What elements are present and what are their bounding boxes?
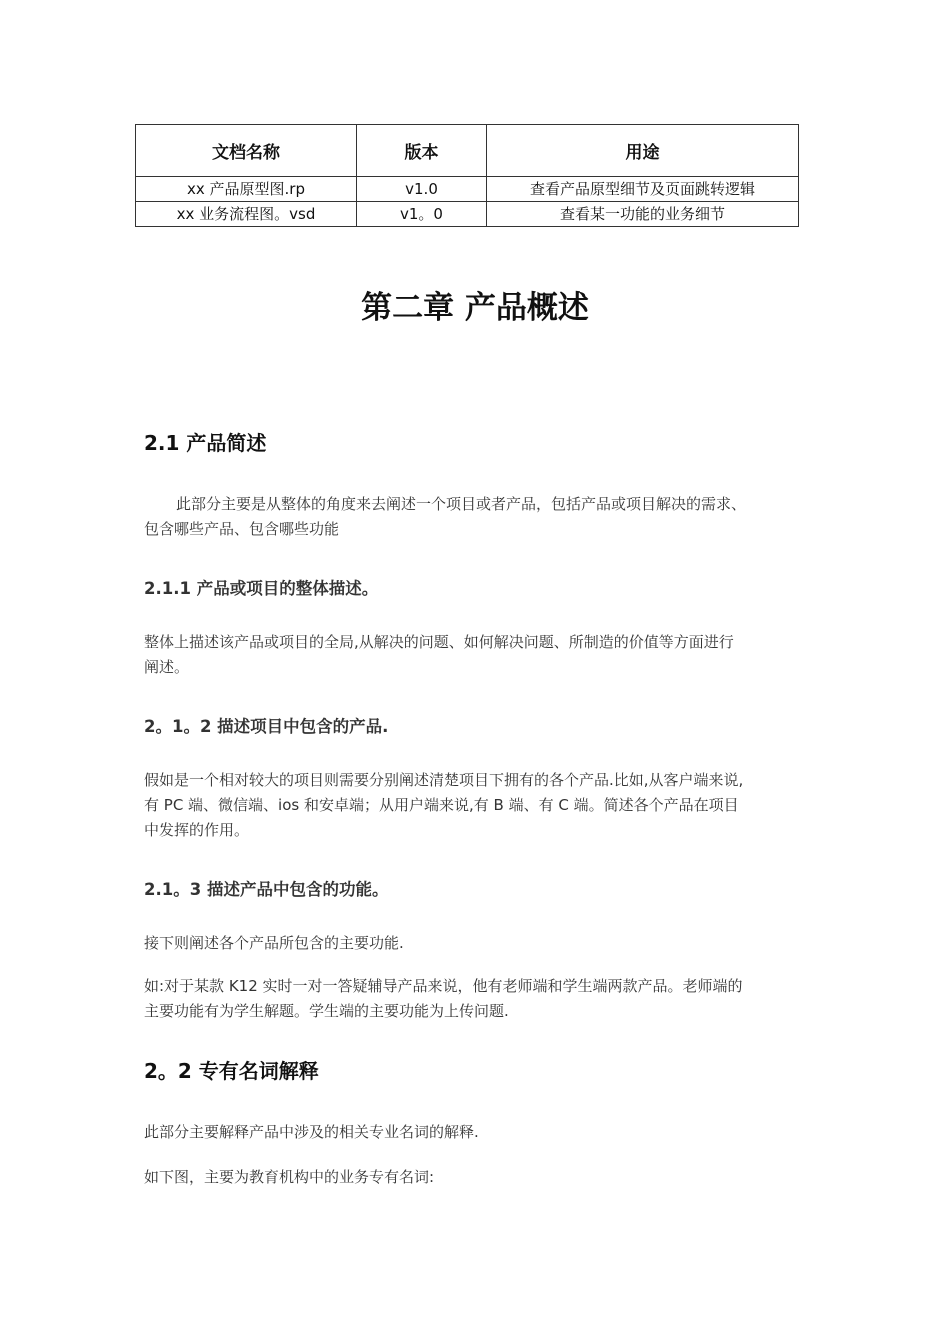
cell-purpose: 查看产品原型细节及页面跳转逻辑 xyxy=(487,177,799,202)
table-row xyxy=(136,202,799,227)
header-doc-name: 文档名称 xyxy=(136,125,357,177)
chapter-title: 第二章 产品概述 xyxy=(361,290,589,326)
document-list-table xyxy=(135,124,799,227)
section-heading-2-1-2: 2。1。2 描述项目中包含的产品. xyxy=(144,717,389,736)
header-purpose: 用途 xyxy=(487,125,799,177)
section-2-1-3-body-2: 如:对于某款 K12 实时一对一答疑辅导产品来说，他有老师端和学生端两款产品。老师端的 主要功能有为学生解题。学生端的主要功能为上传问题. xyxy=(144,977,743,1020)
cell-doc-name: xx 产品原型图.rp xyxy=(136,177,357,202)
section-heading-2-2: 2。2 专有名词解释 xyxy=(144,1059,319,1083)
section-2-1-3-body-1: 接下则阐述各个产品所包含的主要功能. xyxy=(144,934,404,952)
table-row xyxy=(136,177,799,202)
cell-doc-name: xx 业务流程图。vsd xyxy=(136,202,357,227)
header-version: 版本 xyxy=(357,125,487,177)
section-2-2-body-2: 如下图，主要为教育机构中的业务专有名词: xyxy=(144,1168,435,1186)
section-heading-2-1-1: 2.1.1 产品或项目的整体描述。 xyxy=(144,579,379,598)
cell-version: v1.0 xyxy=(357,177,487,202)
section-2-2-body-1: 此部分主要解释产品中涉及的相关专业名词的解释. xyxy=(144,1123,479,1141)
section-2-1-2-body: 假如是一个相对较大的项目则需要分别阐述清楚项目下拥有的各个产品.比如,从客户端来说, 有 PC 端、微信端、ios 和安卓端；从用户端来说,有 B 端、有 C 端。简述各个产品在项目 中发挥的作用。 xyxy=(144,771,744,839)
section-heading-2-1: 2.1 产品简述 xyxy=(144,431,267,455)
section-heading-2-1-3: 2.1。3 描述产品中包含的功能。 xyxy=(144,880,389,899)
section-2-1-body: 此部分主要是从整体的角度来去阐述一个项目或者产品，包括产品或项目解决的需求、 包含哪些产品、包含哪些功能 xyxy=(144,495,747,538)
cell-purpose: 查看某一功能的业务细节 xyxy=(487,202,799,227)
cell-version: v1。0 xyxy=(357,202,487,227)
table-header-row xyxy=(136,125,799,177)
section-2-1-1-body: 整体上描述该产品或项目的全局,从解决的问题、如何解决问题、所制造的价值等方面进行 阐述。 xyxy=(144,633,734,676)
